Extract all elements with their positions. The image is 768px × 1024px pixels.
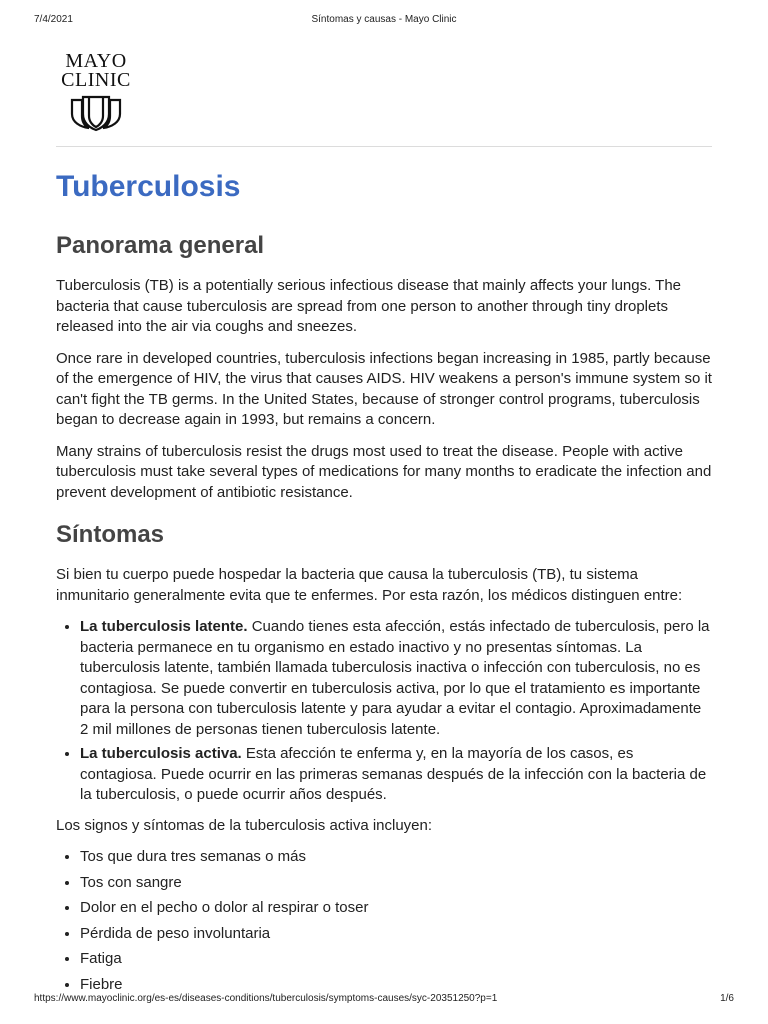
page-number: 1/6 (720, 993, 734, 1004)
three-shields-icon (69, 94, 123, 132)
list-item: • Tos con sangre (80, 873, 712, 893)
article-title: Tuberculosis (56, 170, 241, 203)
section-heading-overview: Panorama general (56, 232, 265, 259)
list-item: • Tos que dura tres semanas o más (80, 847, 712, 867)
overview-paragraph: Once rare in developed countries, tuberculosis infections began increasing in 1985, partly because of the emergence of HIV, the virus that causes AIDS. HIV weakens a person's immune system so it can't fight the TB germs. In the United States, because of stronger control programs, tuberculosis began to decrease again in 1993, but remains a concern. (56, 349, 712, 428)
print-header (34, 14, 734, 28)
term-description: Cuando tienes esta afección, estás infectado de tuberculosis, pero la bacteria permanece en tu organismo en estado inactivo y no presentas síntomas. La tuberculosis latente, también llamada tuberculosis inactiva o infección con tuberculosis, no es contagiosa. Se puede convertir en tuberculosis activa, por lo que el tratamiento es importante para la persona con tuberculosis latente y para ayudar a evitar el contagio. Aproximadamente 2 mil millones de personas tienen tuberculosis latente. (80, 618, 710, 738)
list-item: • Dolor en el pecho o dolor al respirar o toser (80, 898, 712, 918)
article-content (56, 166, 712, 1005)
term-label: La tuberculosis latente. (80, 618, 248, 635)
logo-text-line2: CLINIC (61, 69, 131, 91)
list-item (80, 617, 712, 740)
overview-paragraph: Tuberculosis (TB) is a potentially serious infectious disease that mainly affects your lungs. The bacteria that cause tuberculosis are spread from one person to another through tiny droplets released into the air via coughs and sneezes. (56, 277, 682, 335)
print-url: https://www.mayoclinic.org/es-es/diseases-conditions/tuberculosis/symptoms-causes/syc-20351250?p=1 (34, 993, 498, 1004)
term-label: La tuberculosis activa. (80, 745, 242, 762)
logo-text-line1: MAYO (65, 50, 127, 72)
overview-paragraph: Many strains of tuberculosis resist the drugs most used to treat the disease. People with active tuberculosis must take several types of medications for many months to eradicate the infection and prevent development of antibiotic resistance. (56, 442, 712, 501)
list-item: • Pérdida de peso involuntaria (80, 924, 712, 944)
list-item: • Fiebre (80, 975, 712, 995)
print-date: 7/4/2021 (34, 14, 73, 25)
header-divider (56, 146, 712, 147)
list-item (80, 744, 712, 806)
mayo-clinic-logo[interactable] (56, 52, 136, 132)
print-footer (34, 993, 734, 1007)
signs-list (56, 847, 712, 995)
symptoms-intro: Si bien tu cuerpo puede hospedar la bacteria que causa la tuberculosis (TB), tu sistema inmunitario generalmente evita que te enfermes. Por esta razón, los médicos distinguen entre: (56, 566, 683, 604)
tb-types-list (56, 617, 712, 806)
section-heading-symptoms: Síntomas (56, 521, 165, 548)
print-page-title: Síntomas y causas - Mayo Clinic (311, 14, 457, 25)
signs-intro: Los signos y síntomas de la tuberculosis activa incluyen: (56, 816, 433, 834)
list-item: • Fatiga (80, 949, 712, 969)
term-description: Esta afección te enferma y, en la mayoría de los casos, es contagiosa. Puede ocurrir en las primeras semanas después de la infección con la bacteria de la tuberculosis, o puede ocurrir años después. (80, 745, 707, 803)
